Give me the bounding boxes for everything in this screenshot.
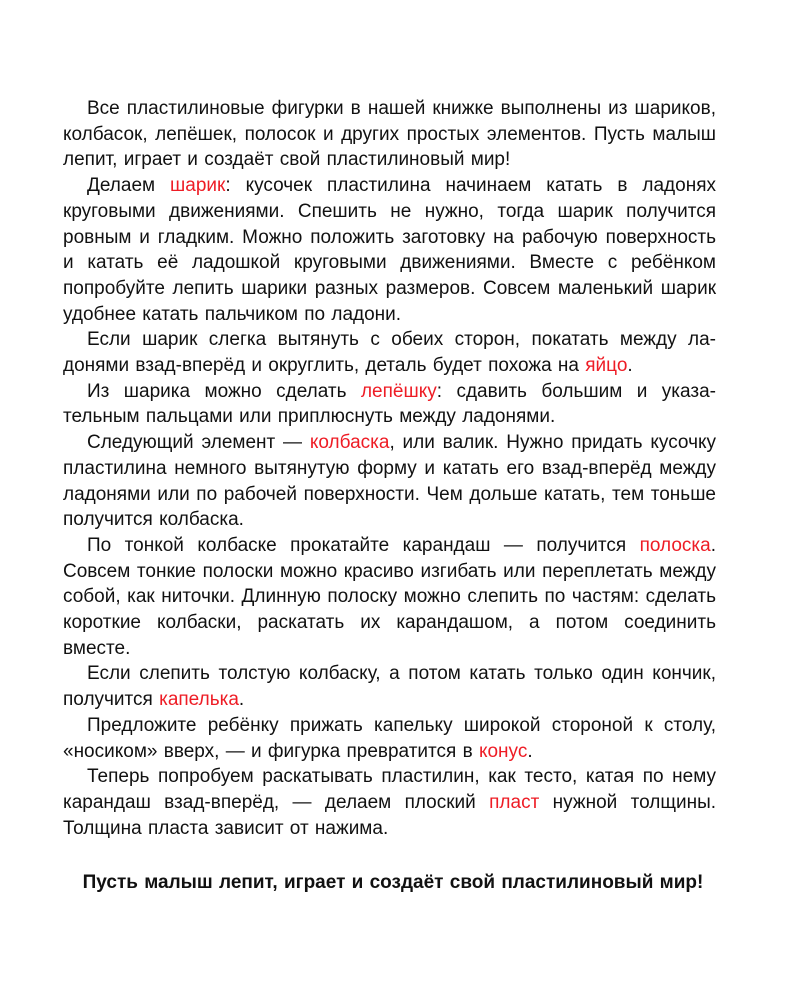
term-layer: пласт <box>489 791 540 813</box>
paragraph-strip: По тонкой колбаске прокатайте карандаш — получится полоска. Совсем тонкие полоски можно красиво изгибать или переплетать между собой, как ниточки. Длинную полоску можно слепить по частям: сделать короткие колбаски, раскатать их карандашом, а потом соединить вместе. <box>63 534 716 659</box>
paragraph-flatcake: Из шарика можно сделать лепёшку: сдавить большим и указательным пальцами или приплюснуть между ладонями. <box>63 380 716 428</box>
paragraph-intro: Все пластилиновые фигурки в нашей книжке выполнены из шариков, колбасок, лепёшек, полосок и других простых элементов. Пусть малыш лепит, играет и создаёт свой пластилиновый мир! <box>63 98 716 171</box>
term-egg: яйцо <box>585 355 628 377</box>
term-ball: шарик <box>170 175 226 197</box>
paragraph-egg: Если шарик слегка вытянуть с обеих сторон, покатать между ладонями взад-вперёд и округлить, деталь будет похожа на яйцо. <box>63 329 716 377</box>
term-sausage: колбаска <box>309 432 390 454</box>
term-cone: конус <box>478 740 528 762</box>
paragraph-drop: Если слепить толстую колбаску, а потом катать только один кончик, получится капелька. <box>63 663 716 711</box>
body-text <box>63 96 716 841</box>
closing-slogan: Пусть малыш лепит, играет и создаёт свой пластилиновый мир! <box>82 872 704 893</box>
paragraph-ball: Делаем шарик: кусочек пластилина начинаем катать в ладонях круговыми движениями. Спешить не нужно, тогда шарик получится ровным и гладким. Можно положить заготовку на рабочую поверхность и катать её ладошкой круговыми движениями. Вместе с ребёнком попробуйте лепить шарики разных размеров. Совсем маленький шарик удобнее катать пальчиком по ладони. <box>63 175 716 325</box>
paragraph-layer: Теперь попробуем раскатывать пластилин, как тесто, катая по нему карандаш взад-вперёд, — делаем плоский пласт нужной толщины. Толщина пласта зависит от нажима. <box>63 766 717 839</box>
paragraph-cone: Предложите ребёнку прижать капельку широкой стороной к столу, «носиком» вверх, — и фигурка превратится в конус. <box>63 714 716 762</box>
term-flatcake: лепёшку <box>360 380 437 402</box>
term-drop: капелька <box>159 689 239 711</box>
term-strip: полоска <box>639 534 711 556</box>
paragraph-sausage: Следующий элемент — колбаска, или валик. Нужно придать кусочку пластилина немного вытянутую форму и катать его взад-вперёд между ладонями или по рабочей поверхности. Чем дольше катать, тем тоньше получится колбаска. <box>63 432 716 531</box>
